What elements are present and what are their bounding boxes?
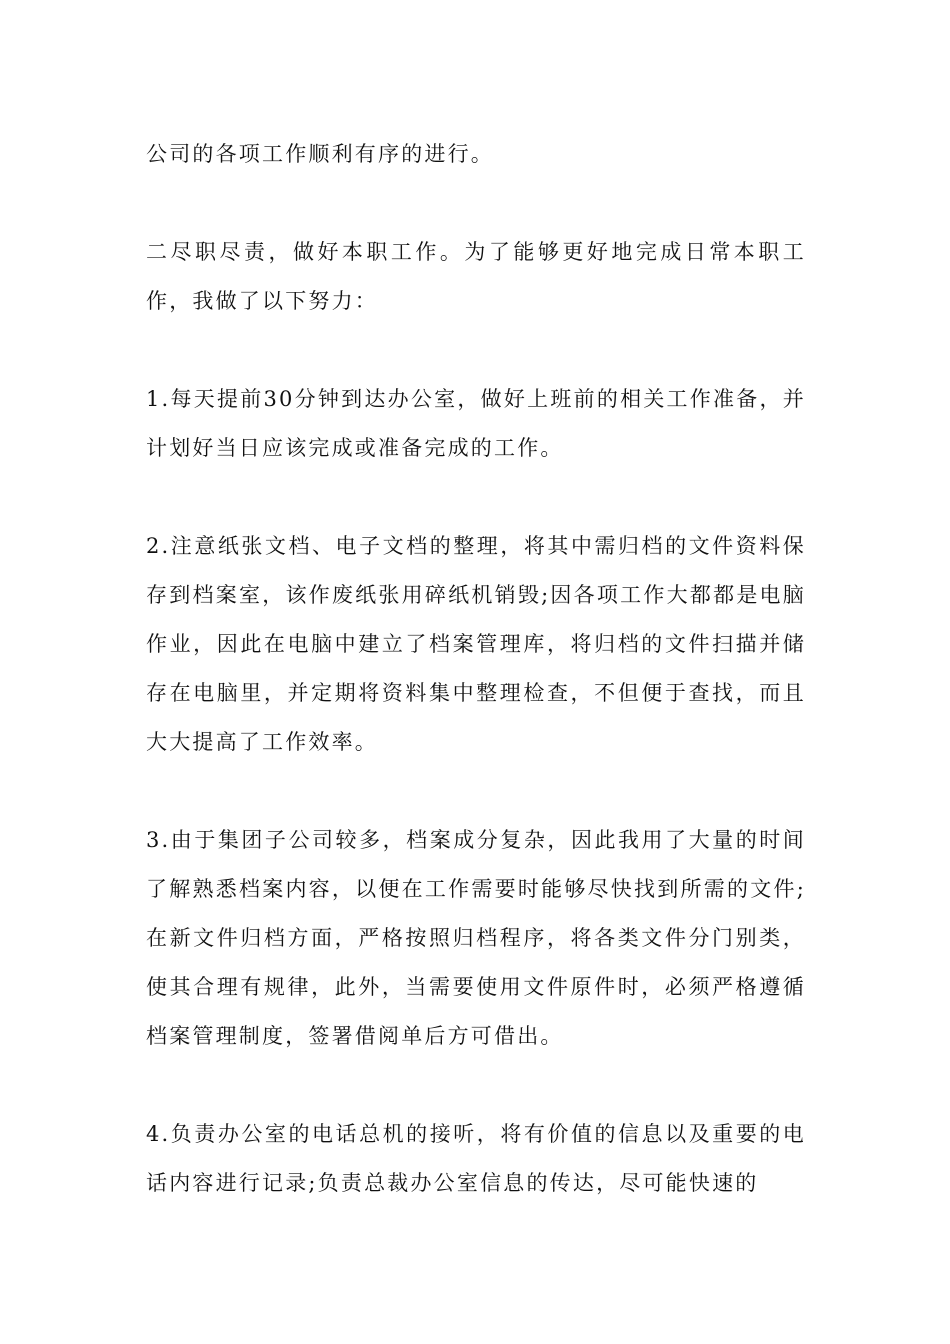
paragraph-item-1: 1.每天提前30分钟到达办公室，做好上班前的相关工作准备，并计划好当日应该完成或准备完成的工作。 [146, 387, 806, 460]
paragraph-item-4: 4.负责办公室的电话总机的接听，将有价值的信息以及重要的电话内容进行记录;负责总裁办公室信息的传达，尽可能快速的 [146, 1122, 806, 1195]
paragraph-section-two: 二尽职尽责，做好本职工作。为了能够更好地完成日常本职工作，我做了以下努力： [146, 240, 806, 313]
paragraph-continuation: 公司的各项工作顺利有序的进行。 [146, 142, 494, 166]
document-body [146, 130, 806, 1208]
paragraph-item-3: 3.由于集团子公司较多，档案成分复杂，因此我用了大量的时间了解熟悉档案内容，以便在工作需要时能够尽快找到所需的文件;在新文件归档方面，严格按照归档程序，将各类文件分门别类，使其合理有规律，此外，当需要使用文件原件时，必须严格遵循档案管理制度，签署借阅单后方可借出。 [146, 828, 806, 1048]
paragraph-item-2: 2.注意纸张文档、电子文档的整理，将其中需归档的文件资料保存到档案室，该作废纸张用碎纸机销毁;因各项工作大都都是电脑作业，因此在电脑中建立了档案管理库，将归档的文件扫描并储存在电脑里，并定期将资料集中整理检查，不但便于查找，而且大大提高了工作效率。 [146, 534, 806, 754]
